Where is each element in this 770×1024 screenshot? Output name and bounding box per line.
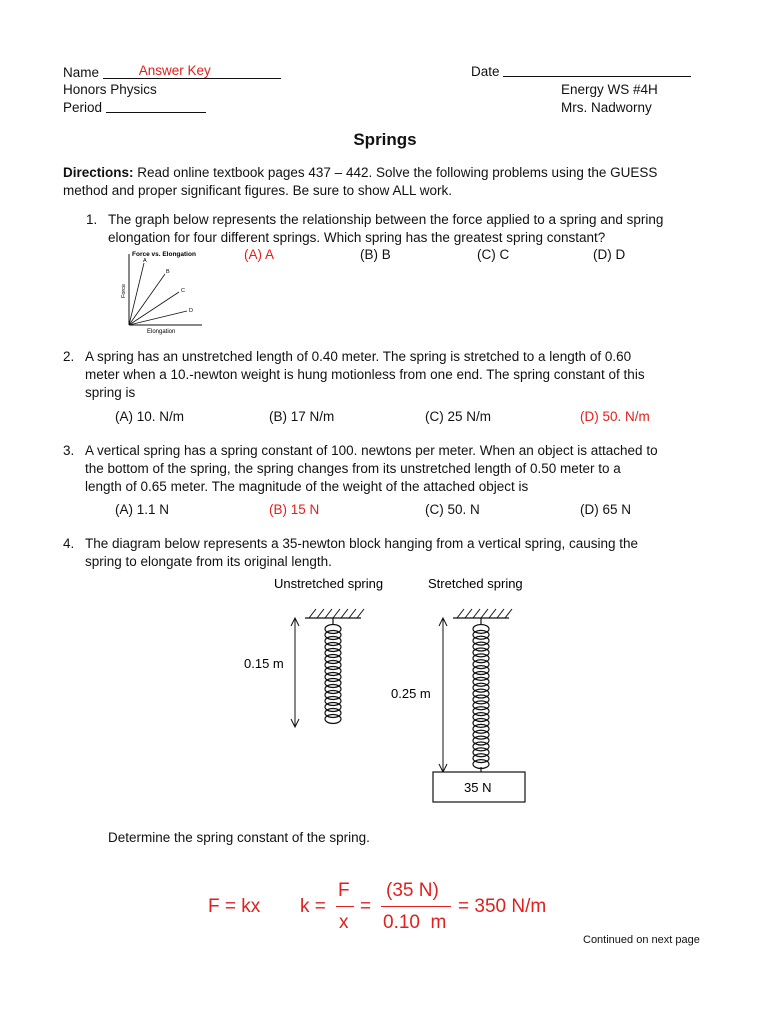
name-label: Name (63, 65, 100, 80)
graph-label-d: D (189, 308, 193, 314)
directions-label: Directions: (63, 165, 134, 180)
teacher-name: Mrs. Nadworny (561, 100, 652, 115)
date-line (503, 64, 691, 77)
q1-choice-a: (A) A (244, 247, 275, 262)
name-answer-line (103, 64, 281, 79)
graph-x-label: Elongation (147, 329, 176, 335)
solution (0, 870, 770, 940)
solution-k-lhs: k = (300, 896, 326, 917)
solution-numerator: (35 N) (386, 880, 439, 901)
graph-y-label: Force (121, 283, 127, 298)
ceiling-left (305, 609, 364, 618)
question-3-line-3: length of 0.65 meter. The magnitude of the weight of the attached object is (85, 479, 529, 494)
stretched-dimension (439, 618, 447, 772)
question-2-number: 2. (63, 349, 75, 364)
solution-frac-f-bar (336, 906, 354, 907)
graph-label-c: C (181, 288, 185, 294)
question-3-line-2: the bottom of the spring, the spring changes from its unstretched length of 0.50 meter to a (85, 461, 621, 476)
name-value: Answer Key (138, 63, 211, 78)
question-4-line-1: The diagram below represents a 35-newton block hanging from a vertical spring, causing the (85, 536, 639, 551)
question-1-text (108, 211, 728, 247)
stretched-length: 0.25 m (391, 686, 431, 701)
graph-line-c (129, 292, 179, 325)
solution-formula: F = kx (208, 896, 261, 917)
graph-title: Force vs. Elongation (132, 251, 196, 258)
q2-choice-b: (B) 17 N/m (269, 409, 335, 424)
unstretched-label: Unstretched spring (274, 576, 384, 591)
solution-frac-x-den: x (339, 912, 349, 933)
stretched-spring (473, 618, 489, 772)
block-label: 35 N (464, 780, 492, 795)
graph-label-b: B (166, 269, 170, 275)
directions (63, 164, 723, 200)
q2-choice-c: (C) 25 N/m (425, 409, 492, 424)
directions-line-1 (63, 164, 723, 182)
q1-choice-c: (C) C (477, 247, 510, 262)
period-label: Period (63, 100, 103, 115)
q3-choice-c: (C) 50. N (425, 502, 480, 517)
solution-denominator: 0.10 m (383, 912, 447, 933)
directions-text: Read online textbook pages 437 – 442. Solve the following problems using the GUESS (137, 165, 658, 180)
name-field (63, 64, 281, 80)
question-2-text (85, 348, 715, 402)
solution-result: = 350 N/m (458, 896, 547, 917)
spring-diagram (235, 572, 545, 812)
question-4-line-2: spring to elongate from its original length. (85, 554, 332, 569)
period-field (63, 100, 206, 115)
question-2-line-3: spring is (85, 385, 136, 400)
spring-coil (325, 715, 341, 724)
ceiling-right (453, 609, 512, 618)
solution-fraction-bar (381, 906, 451, 907)
q1-choice-b: (B) B (360, 247, 391, 262)
question-3-line-1: A vertical spring has a spring constant of 100. newtons per meter. When an object is attached to (85, 443, 658, 458)
date-field (471, 64, 691, 79)
question-1-line-1: The graph below represents the relationship between the force applied to a spring and spring (108, 212, 664, 227)
course-name: Honors Physics (63, 82, 157, 97)
question-2-line-2: meter when a 10.-newton weight is hung motionless from one end. The spring constant of this (85, 367, 645, 382)
q3-choice-d: (D) 65 N (580, 502, 632, 517)
question-3-number: 3. (63, 443, 75, 458)
stretched-label: Stretched spring (428, 576, 523, 591)
unstretched-dimension (291, 618, 299, 727)
question-1-line-2: elongation for four different springs. Which spring has the greatest spring constant? (108, 230, 606, 245)
unstretched-length: 0.15 m (244, 656, 284, 671)
graph-line-a (129, 263, 144, 325)
q3-choice-b: (B) 15 N (269, 502, 320, 517)
footer-note: Continued on next page (583, 934, 700, 946)
period-line (106, 100, 206, 113)
question-4-text (85, 535, 715, 571)
question-1-number: 1. (86, 212, 98, 227)
question-4-prompt: Determine the spring constant of the spring. (108, 830, 370, 845)
graph-label-a: A (143, 258, 147, 264)
date-label: Date (471, 64, 500, 79)
directions-text-2: method and proper significant figures. Be sure to show ALL work. (63, 183, 452, 198)
q3-choice-a: (A) 1.1 N (115, 502, 170, 517)
question-3-text (85, 442, 715, 496)
solution-frac-f-num: F (338, 880, 350, 901)
question-2-line-1: A spring has an unstretched length of 0.40 meter. The spring is stretched to a length of 0.60 (85, 349, 632, 364)
page-title: Springs (353, 130, 417, 149)
q2-choice-a: (A) 10. N/m (115, 409, 185, 424)
q2-choice-d: (D) 50. N/m (580, 409, 650, 424)
force-elongation-graph (110, 246, 210, 338)
worksheet-id: Energy WS #4H (561, 82, 658, 97)
solution-equals: = (360, 896, 372, 917)
question-4-number: 4. (63, 536, 75, 551)
q1-choice-d: (D) D (593, 247, 626, 262)
unstretched-spring (325, 618, 341, 724)
